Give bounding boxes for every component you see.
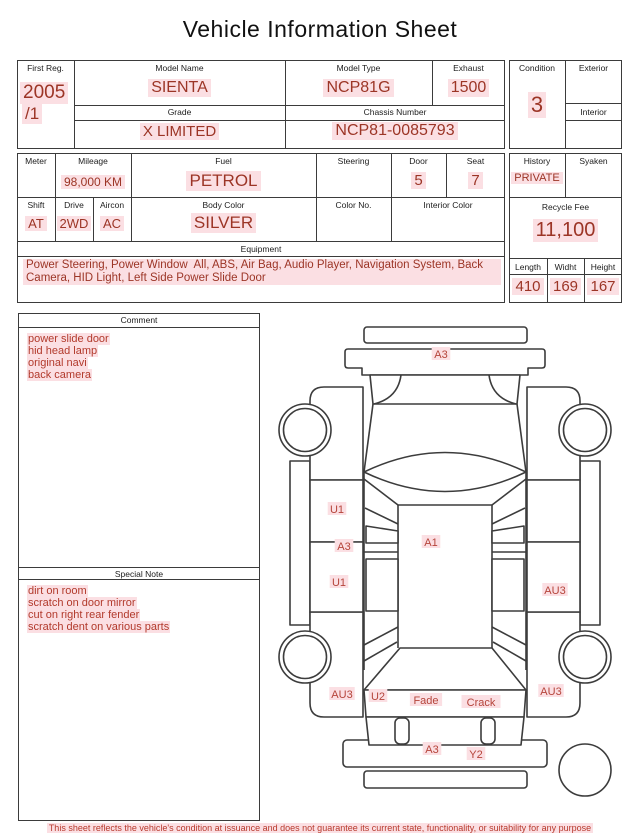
meter-label: Meter: [25, 156, 47, 166]
body-line: [364, 404, 373, 472]
fuel-label: Fuel: [215, 156, 232, 166]
model-name-label: Model Name: [155, 63, 204, 73]
equipment-value: Power Steering, Power Window All, ABS, Air Bag, Audio Player, Navigation System, Back Camera, HID Light, Left Side Power Slide Door: [23, 259, 501, 285]
comment-label: Comment: [120, 315, 158, 325]
body-line: [492, 526, 524, 543]
body-color-value: SILVER: [131, 213, 316, 233]
car-damage-diagram: [270, 305, 640, 835]
divider-line: [17, 256, 505, 257]
page-title: Vehicle Information Sheet: [182, 16, 458, 42]
history-value: PRIVATE: [509, 172, 565, 184]
rear-right-door: [527, 542, 580, 612]
body-line: [517, 404, 526, 472]
body-color-label: Body Color: [202, 200, 245, 210]
damage-code-label: AU3: [540, 686, 562, 698]
recycle-fee-value: 11,100: [509, 219, 622, 242]
right-taillight: [481, 718, 495, 744]
fuel-value: PETROL: [131, 171, 316, 191]
note-item: hid head lamp: [28, 345, 98, 357]
length-value: 410: [509, 278, 547, 295]
first-reg-label: First Reg.: [27, 63, 64, 73]
divider-line: [74, 120, 505, 121]
height-label: Height: [590, 262, 616, 272]
color-no-label: Color No.: [335, 200, 372, 210]
model-type-label: Model Type: [336, 63, 381, 73]
hood: [370, 375, 520, 404]
damage-code-label: Crack: [466, 697, 496, 709]
grade-value: X LIMITED: [74, 123, 285, 140]
note-item: cut on right rear fender: [28, 609, 140, 621]
divider-line: [17, 197, 505, 198]
damage-code-label: A1: [424, 537, 438, 549]
damage-code-label: A3: [434, 349, 448, 361]
condition-value: 3: [509, 92, 565, 118]
exhaust-value: 1500: [432, 79, 505, 97]
body-line: [364, 627, 398, 645]
damage-code-label: U2: [370, 691, 386, 703]
aircon-label: Aircon: [99, 200, 125, 210]
history-label: History: [523, 156, 551, 166]
note-item: power slide door: [28, 333, 109, 345]
note-item: dirt on room: [28, 585, 87, 597]
front-grille-strip: [364, 327, 527, 343]
length-label: Length: [515, 262, 541, 272]
special-note-label: Special Note: [114, 569, 164, 579]
height-value: 167: [584, 278, 622, 295]
chassis-number-value: NCP81-0085793: [285, 122, 505, 140]
damage-code-label: Y2: [469, 749, 483, 761]
damage-code-label: A3: [337, 541, 351, 553]
damage-code-label: Fade: [413, 695, 439, 707]
recycle-fee-label: Recycle Fee: [541, 202, 590, 212]
body-line: [365, 508, 398, 524]
mileage-value: 98,000 KM: [55, 175, 131, 189]
divider-line: [17, 241, 505, 242]
body-line: [492, 508, 525, 524]
drive-value: 2WD: [55, 216, 93, 231]
interior-label: Interior: [580, 107, 607, 117]
damage-code-label: A3: [425, 744, 439, 756]
syaken-label: Syaken: [579, 156, 608, 166]
car-outline: [279, 327, 611, 796]
damage-code-label: U1: [329, 504, 345, 516]
special-note-list: [27, 585, 252, 633]
right-rocker-panel: [580, 461, 600, 625]
door-value: 5: [391, 172, 446, 189]
damage-code-label: AU3: [544, 585, 566, 597]
interior-color-label: Interior Color: [423, 200, 473, 210]
steering-label: Steering: [337, 156, 370, 166]
note-item: scratch on door mirror: [28, 597, 136, 609]
exhaust-label: Exhaust: [453, 63, 484, 73]
model-name-value: SIENTA: [74, 79, 285, 97]
left-rocker-panel: [290, 461, 310, 625]
tailgate: [366, 717, 524, 745]
aircon-value: AC: [93, 216, 131, 231]
drive-label: Drive: [64, 200, 84, 210]
chassis-number-label: Chassis Number: [363, 107, 427, 117]
shift-label: Shift: [27, 200, 45, 210]
door-label: Door: [409, 156, 428, 166]
first-reg-value-month: /1: [22, 104, 42, 124]
body-line: [492, 627, 526, 645]
divider-line: [509, 197, 622, 198]
rear-lower-strip: [364, 771, 527, 788]
windshield: [364, 453, 526, 492]
disclaimer: This sheet reflects the vehicle's condition at issuance and does not guarantee its current state, functionality, or suitability for any purpose: [48, 823, 592, 833]
spare-tire: [559, 744, 611, 796]
divider-line: [565, 120, 622, 121]
divider-line: [509, 274, 622, 275]
seat-label: Seat: [466, 156, 485, 166]
exterior-label: Exterior: [578, 63, 609, 73]
note-item: original navi: [28, 357, 87, 369]
left-taillight: [395, 718, 409, 744]
model-type-value: NCP81G: [285, 79, 432, 97]
body-line: [492, 559, 524, 611]
damage-code-label: AU3: [331, 689, 353, 701]
rear-window-band: [364, 690, 526, 717]
body-line: [366, 526, 398, 543]
grade-label: Grade: [167, 107, 192, 117]
first-reg-value-year: 2005: [20, 82, 68, 104]
front-right-door: [527, 480, 580, 542]
note-item: back camera: [28, 369, 91, 381]
equipment-label: Equipment: [240, 244, 282, 254]
damage-code-label: U1: [331, 577, 347, 589]
shift-value: AT: [17, 216, 55, 231]
comment-list: [27, 333, 252, 381]
divider-line: [18, 327, 260, 328]
width-label: Widht: [554, 262, 577, 272]
rear-hatch: [364, 648, 526, 690]
width-value: 169: [547, 278, 584, 295]
divider-line: [509, 258, 622, 259]
mileage-label: Mileage: [78, 156, 108, 166]
note-item: scratch dent on various parts: [28, 621, 170, 633]
seat-value: 7: [446, 172, 505, 189]
condition-label: Condition: [519, 63, 555, 73]
body-line: [366, 559, 398, 611]
divider-line: [565, 103, 622, 104]
